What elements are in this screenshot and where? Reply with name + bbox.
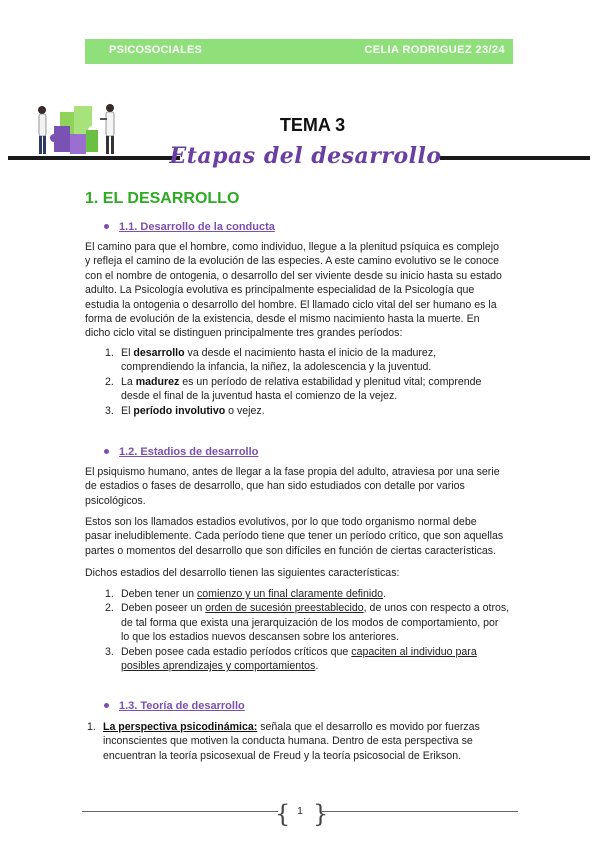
paragraph-psiquismo: El psiquismo humano, antes de llegar a la fase propia del adulto, atraviesa por una serie de estadios o fases de desarrollo, que han sido estudiados con detalle por varios psicológicos. [85,466,500,507]
paragraph-ontogenia: El camino para que el hombre, como individuo, llegue a la plenitud psíquica es complejo y refleja el camino de la evolución de las especies. A este camino evolutivo se le conoce con el nombre de ontogenia, o desarrollo del ser viviente desde su inicio hasta su estado adulto. La Psicología evolutiva es principalmente especialidad de la Psicología que estudia la ontogenia o desarrollo del hombre. El llamado ciclo vital del ser humano es la forma de evolución de la existencia, desde el mismo nacimiento hasta la muerte. En dicho ciclo vital se distinguen principalmente tres grandes períodos: [85,241,502,340]
header-author: CELIA RODRIGUEZ 23/24 [364,44,505,56]
list-item: 2. La madurez es un período de relativa estabilidad y plenitud vital; comprende desde el final de la juventud hasta el comienzo de la vejez. [105,375,482,403]
footer-line-right [322,811,518,812]
unit-title: TEMA 3 [279,115,346,135]
page-number: 1 [297,806,303,817]
subsection-heading: 1.3. Teoría de desarrollo [104,700,245,712]
header-course: PSICOSOCIALES [109,44,203,56]
list-item: 1. La perspectiva psicodinámica: señala que el desarrollo es movido por fuerzas inconscientes que motiven la conducta humana. Dentro de esta perspectiva se encuentran la teoría psicosexual de Freud y la teoría psicosocial de Erikson. [87,721,480,762]
list-item: 2. Deben poseer un orden de sucesión preestablecido, de unos con respecto a otros, de tal forma que exista una jerarquización de los modos de comportamiento, por lo que los estadios nuevos descansen sobre los anteriores. [105,602,510,644]
bullet-icon [104,224,109,229]
list-item: 3. El período involutivo o vejez. [105,404,265,417]
paragraph-estadios: Estos son los llamados estadios evolutivos, por lo que todo organismo normal debe pasar ineludiblemente. Cada período tiene que tener un período crítico, que son aquellas partes o momentos del desarrollo que son difíciles en función de ciertas características. [85,516,504,557]
left-brace-icon: { [275,800,291,828]
subsection-heading: 1.2. Estadios de desarrollo [104,446,258,458]
theories-list [85,720,514,763]
footer-line-left [82,811,278,812]
bullet-icon [104,449,109,454]
header-bar [85,39,513,64]
list-item: 3. Deben posee cada estadio períodos críticos que capaciten al individuo para posibles aprendizajes y comportamientos. [105,645,477,673]
periods-list [85,346,514,418]
bullet-icon [104,703,109,708]
paragraph-caracteristicas: Dichos estadios del desarrollo tienen las siguientes características: [85,567,400,579]
list-item: 1. Deben tener un comienzo y un final claramente definido. [105,588,387,600]
section-heading: 1. EL DESARROLLO [85,190,240,207]
unit-subtitle: Etapas del desarrollo [169,143,442,169]
subsection-heading: 1.1. Desarrollo de la conducta [104,221,275,233]
characteristics-list [85,587,514,673]
right-brace-icon: } [313,800,329,828]
list-item: 1. El desarrollo va desde el nacimiento hasta el inicio de la madurez, comprendiendo la infancia, la niñez, la adolescencia y la juventud. [105,347,437,374]
